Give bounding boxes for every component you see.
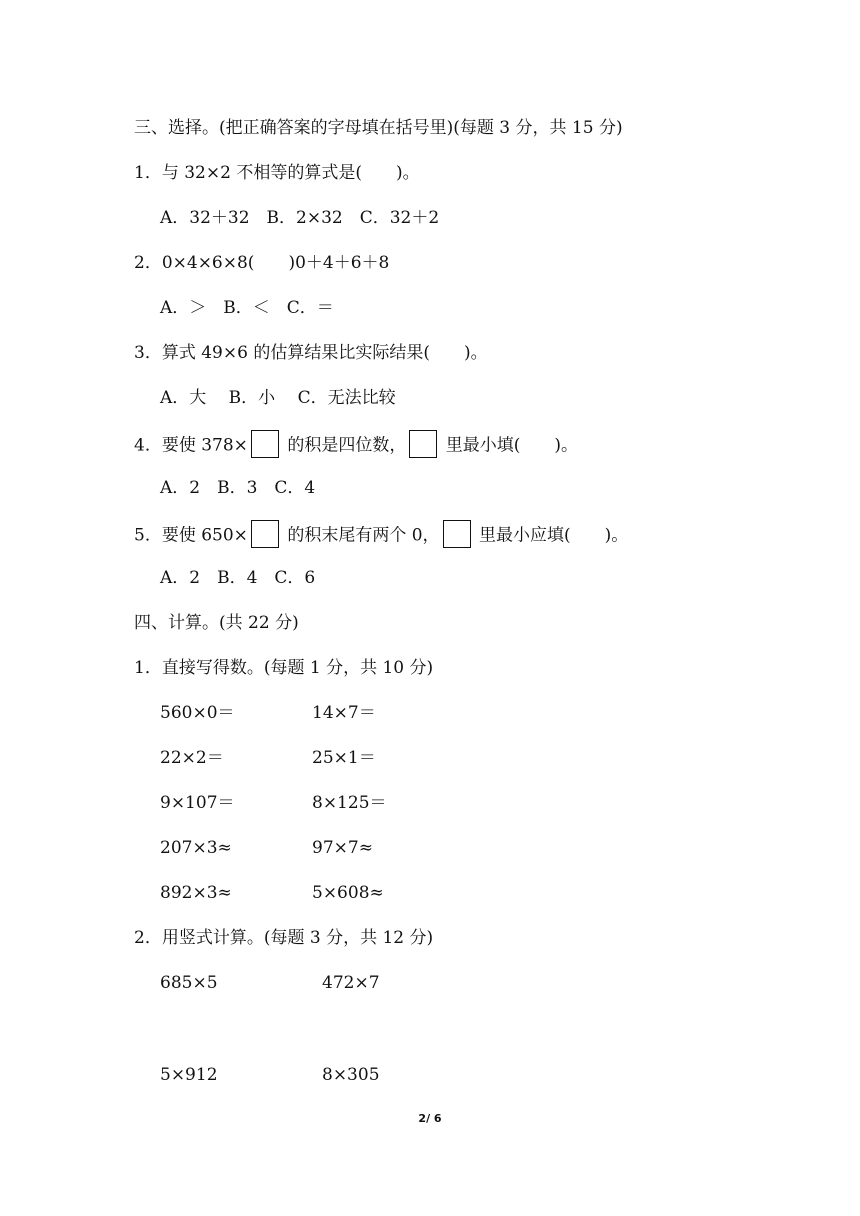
question-4-text [134, 432, 578, 460]
calc-item: 9×107＝ [160, 793, 235, 813]
calc-item: 207×3≈ [160, 838, 232, 858]
section3-heading: 三、选择。(把正确答案的字母填在括号里)(每题 3 分，共 15 分) [134, 118, 623, 138]
question-4-middle: 的积是四位数， [287, 435, 407, 456]
vertical-calc-item: 8×305 [322, 1065, 380, 1085]
part1-title: 1．直接写得数。(每题 1 分，共 10 分) [134, 658, 434, 678]
calc-item: 22×2＝ [160, 748, 224, 768]
vertical-calc-item: 5×912 [160, 1065, 218, 1085]
calc-item: 14×7＝ [312, 703, 376, 723]
question-4-suffix: 里最小填( )。 [445, 435, 578, 456]
vertical-calc-item: 685×5 [160, 973, 218, 993]
calc-item: 5×608≈ [312, 883, 384, 903]
question-4-prefix: 4．要使 378× [134, 435, 248, 456]
calc-item: 97×7≈ [312, 838, 373, 858]
question-4-options: A．2 B．3 C．4 [160, 478, 316, 498]
question-5-middle: 的积末尾有两个 0， [287, 525, 440, 546]
calc-item: 892×3≈ [160, 883, 232, 903]
question-3-text: 3．算式 49×6 的估算结果比实际结果( )。 [134, 343, 488, 363]
question-5-options: A．2 B．4 C．6 [160, 568, 316, 588]
question-2-text: 2．0×4×6×8( )0＋4＋6＋8 [134, 253, 390, 273]
page-number: 2/ 6 [418, 1112, 442, 1125]
answer-box [443, 520, 471, 548]
calc-item: 25×1＝ [312, 748, 376, 768]
calc-item: 8×125＝ [312, 793, 387, 813]
question-2-options: A．＞ B．＜ C．＝ [160, 298, 334, 318]
answer-box [251, 520, 279, 548]
calc-item: 560×0＝ [160, 703, 235, 723]
question-5-text [134, 522, 628, 550]
section4-heading: 四、计算。(共 22 分) [134, 613, 299, 633]
question-5-prefix: 5．要使 650× [134, 525, 248, 546]
vertical-calc-item: 472×7 [322, 973, 380, 993]
answer-box [409, 430, 437, 458]
answer-box [251, 430, 279, 458]
question-1-text: 1．与 32×2 不相等的算式是( )。 [134, 163, 420, 183]
question-3-options: A．大 B．小 C．无法比较 [160, 388, 396, 408]
question-5-suffix: 里最小应填( )。 [478, 525, 629, 546]
part2-title: 2．用竖式计算。(每题 3 分，共 12 分) [134, 928, 434, 948]
question-1-options: A．32＋32 B．2×32 C．32＋2 [160, 208, 440, 228]
